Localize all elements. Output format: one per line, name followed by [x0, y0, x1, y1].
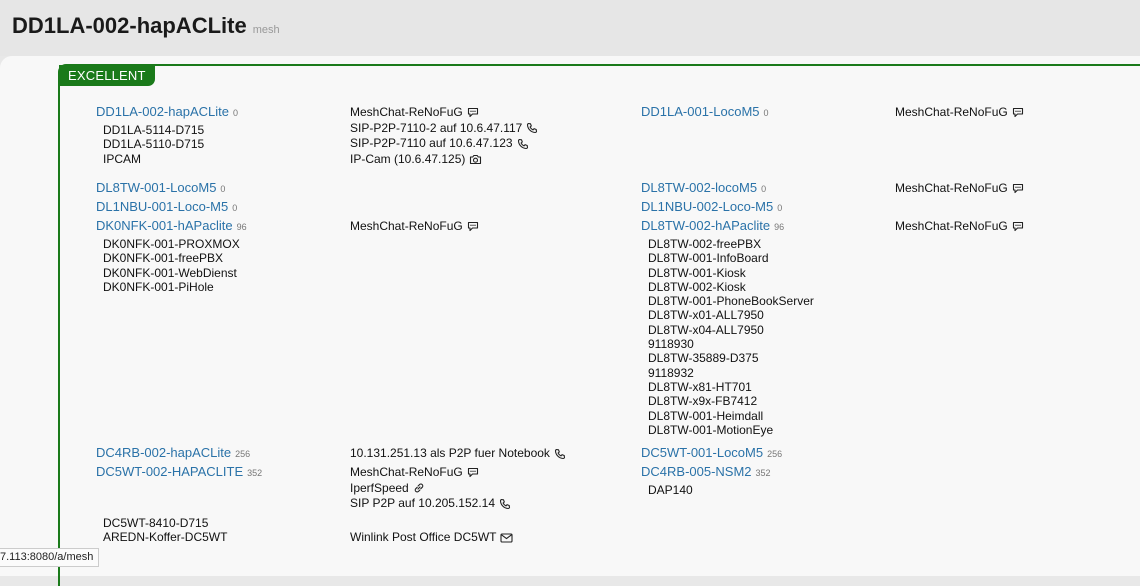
node-link[interactable]	[96, 180, 225, 195]
phone-icon	[517, 138, 529, 150]
phone-icon	[499, 498, 511, 510]
service-list	[350, 446, 566, 462]
page-subtitle: mesh	[252, 24, 280, 36]
service-link[interactable]	[895, 105, 1024, 121]
service-link[interactable]	[350, 219, 479, 235]
host-name: DD1LA-5114-D715	[103, 123, 205, 137]
service-label[interactable]: MeshChat-ReNoFuG	[895, 105, 1008, 119]
host-name: DL8TW-002-freePBX	[648, 237, 762, 251]
service-label[interactable]: MeshChat-ReNoFuG	[350, 105, 463, 119]
service-link[interactable]	[350, 465, 511, 481]
host-name: AREDN-Koffer-DC5WT	[103, 530, 228, 545]
service-link[interactable]	[350, 530, 513, 546]
host-name: DL8TW-002-Kiosk	[648, 279, 746, 294]
link-quality-count: 256	[767, 449, 783, 459]
page-header	[0, 0, 1140, 56]
service-list	[895, 181, 1024, 197]
node-name[interactable]: DL8TW-002-locoM5	[641, 180, 758, 195]
node-link[interactable]	[641, 180, 766, 195]
host-list	[648, 237, 814, 437]
host-name: IPCAM	[103, 151, 142, 166]
host-list	[648, 483, 693, 497]
host-name: DL8TW-x04-ALL7950	[648, 322, 764, 337]
host-list	[103, 237, 240, 294]
service-label[interactable]: 10.131.251.13 als P2P fuer Notebook	[350, 446, 550, 460]
node-name[interactable]: DC4RB-005-NSM2	[641, 464, 752, 479]
service-list	[350, 530, 513, 546]
host-name: DL8TW-x01-ALL7950	[648, 308, 764, 323]
link-quality-count: 352	[755, 468, 771, 478]
node-name[interactable]: DK0NFK-001-hAPaclite	[96, 218, 233, 233]
link-quality-count: 0	[777, 203, 783, 213]
node-link[interactable]	[641, 104, 769, 119]
node-name[interactable]: DL8TW-001-LocoM5	[96, 180, 217, 195]
node-name[interactable]: DC4RB-002-hapACLite	[96, 445, 232, 460]
service-list	[350, 219, 479, 235]
link-quality-count: 0	[763, 108, 769, 118]
mail-icon	[500, 533, 513, 543]
chat-icon	[467, 107, 479, 118]
link-quality-count: 0	[761, 184, 767, 194]
status-bar-url: 7.113:8080/a/mesh	[0, 548, 99, 567]
service-label[interactable]: MeshChat-ReNoFuG	[895, 181, 1008, 195]
phone-icon	[554, 448, 566, 460]
node-name[interactable]: DL1NBU-001-Loco-M5	[96, 199, 229, 214]
node-name[interactable]: DL1NBU-002-Loco-M5	[641, 199, 774, 214]
node-link[interactable]	[96, 199, 237, 214]
link-quality-count: 352	[247, 468, 263, 478]
service-link[interactable]	[350, 481, 511, 497]
node-link[interactable]	[96, 218, 247, 233]
chat-icon	[467, 467, 479, 478]
host-name: DK0NFK-001-PiHole	[103, 279, 214, 294]
host-name: DL8TW-001-Heimdall	[648, 408, 764, 423]
link-quality-count: 0	[232, 108, 238, 118]
node-name[interactable]: DD1LA-001-LocoM5	[641, 104, 760, 119]
host-name: DD1LA-5110-D715	[103, 137, 205, 152]
link-quality-count: 0	[232, 203, 238, 213]
node-link[interactable]	[641, 445, 782, 460]
host-name: DL8TW-35889-D375	[648, 351, 759, 366]
node-name[interactable]: DC5WT-001-LocoM5	[641, 445, 764, 460]
node-name[interactable]: DC5WT-002-HAPACLITE	[96, 464, 244, 479]
quality-badge: EXCELLENT	[59, 65, 155, 86]
service-link[interactable]	[350, 121, 538, 137]
node-link[interactable]	[641, 199, 782, 214]
service-list	[350, 465, 511, 512]
host-name: DL8TW-001-InfoBoard	[648, 251, 769, 266]
host-name: DL8TW-001-Kiosk	[648, 265, 746, 280]
chat-icon	[1012, 183, 1024, 194]
service-label[interactable]: MeshChat-ReNoFuG	[895, 219, 1008, 233]
host-list	[103, 123, 204, 166]
phone-icon	[526, 122, 538, 134]
link-quality-count: 256	[235, 449, 251, 459]
service-link[interactable]	[350, 136, 538, 152]
host-list	[103, 516, 227, 545]
link-quality-count: 96	[774, 222, 785, 232]
host-name: DL8TW-001-PhoneBookServer	[648, 294, 814, 309]
node-link[interactable]	[96, 445, 250, 460]
node-title: DD1LA-002-hapACLite	[12, 13, 247, 38]
service-link[interactable]	[350, 152, 538, 168]
host-name: DK0NFK-001-PROXMOX	[103, 237, 240, 251]
service-label[interactable]: SIP P2P auf 10.205.152.14	[350, 496, 496, 510]
camera-icon	[469, 154, 482, 165]
host-name: DL8TW-x9x-FB7412	[648, 394, 758, 409]
service-list	[895, 219, 1024, 235]
host-name: DAP140	[648, 483, 693, 497]
chat-icon	[1012, 221, 1024, 232]
service-link[interactable]	[350, 446, 566, 462]
service-label[interactable]: IP-Cam (10.6.47.125)	[350, 151, 466, 166]
node-name[interactable]: DL8TW-002-hAPaclite	[641, 218, 771, 233]
link-icon	[413, 482, 425, 494]
page-title	[12, 13, 280, 39]
service-label[interactable]: IperfSpeed	[350, 480, 409, 495]
service-label[interactable]: MeshChat-ReNoFuG	[350, 465, 463, 479]
host-name: DL8TW-001-MotionEye	[648, 422, 774, 437]
host-name: DC5WT-8410-D715	[103, 516, 209, 530]
service-label[interactable]: SIP-P2P-7110 auf 10.6.47.123	[350, 136, 513, 150]
link-quality-count: 0	[220, 184, 226, 194]
service-list	[350, 105, 538, 167]
link-quality-count: 96	[236, 222, 247, 232]
host-name: 9118930	[648, 337, 694, 352]
chat-icon	[1012, 107, 1024, 118]
host-name: 9118932	[648, 365, 694, 380]
service-label[interactable]: MeshChat-ReNoFuG	[350, 219, 463, 233]
service-link[interactable]	[895, 181, 1024, 197]
node-link[interactable]	[96, 464, 262, 479]
host-name: DL8TW-x81-HT701	[648, 379, 752, 394]
node-link[interactable]	[96, 104, 238, 119]
service-label[interactable]: Winlink Post Office DC5WT	[350, 530, 497, 544]
host-name: DK0NFK-001-freePBX	[103, 251, 224, 266]
host-name: DK0NFK-001-WebDienst	[103, 265, 237, 280]
service-link[interactable]	[895, 219, 1024, 235]
node-link[interactable]	[641, 218, 784, 233]
service-link[interactable]	[350, 496, 511, 512]
service-link[interactable]	[350, 105, 538, 121]
node-name[interactable]: DD1LA-002-hapACLite	[96, 104, 229, 119]
excellent-section-border	[58, 64, 1140, 586]
node-link[interactable]	[641, 464, 771, 479]
service-label[interactable]: SIP-P2P-7110-2 auf 10.6.47.117	[350, 120, 523, 135]
chat-icon	[467, 221, 479, 232]
service-list	[895, 105, 1024, 121]
